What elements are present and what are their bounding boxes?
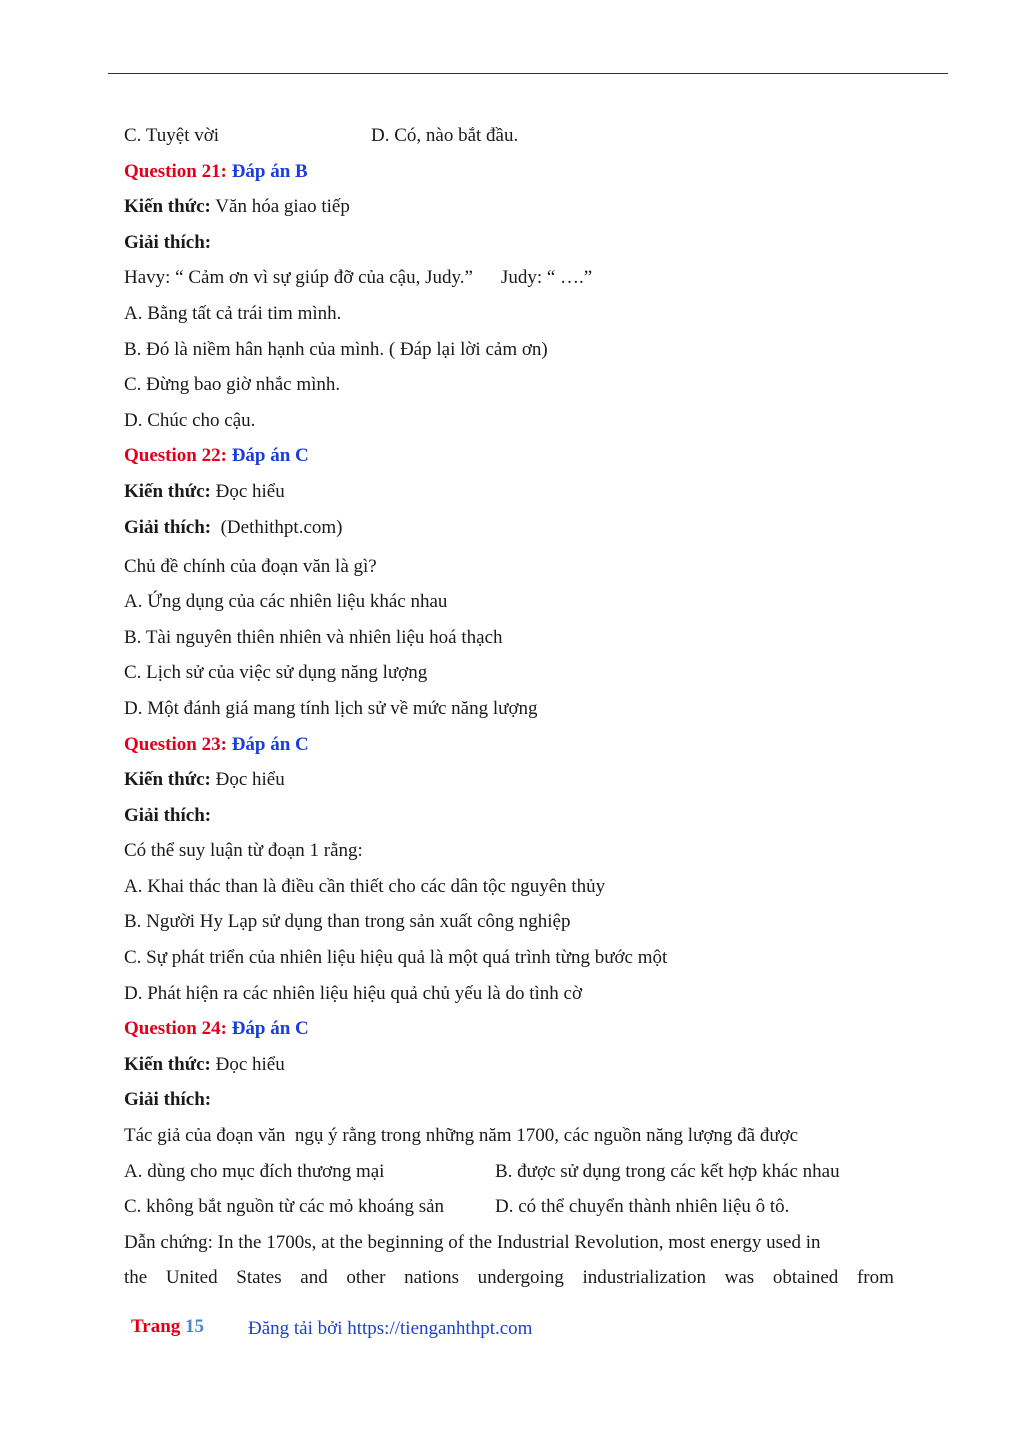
knowledge-line — [124, 474, 894, 510]
option-line: B. Người Hy Lạp sử dụng than trong sản xuất công nghiệp — [124, 911, 571, 933]
option-line: A. Bằng tất cả trái tim mình. — [124, 302, 342, 324]
options-row — [124, 1189, 894, 1225]
option-line: C. Sự phát triển của nhiên liệu hiệu quả là một quá trình từng bước một — [124, 947, 668, 969]
explanation-line — [124, 510, 894, 549]
question-label: Question 23: — [124, 733, 227, 755]
knowledge-value: Văn hóa giao tiếp — [215, 196, 350, 218]
option-c: C. không bắt nguồn từ các mỏ khoáng sản — [124, 1196, 445, 1218]
option-a: A. dùng cho mục đích thương mại — [124, 1160, 385, 1182]
knowledge-line — [124, 762, 894, 798]
question-label: Question 21: — [124, 160, 227, 182]
question-heading — [124, 727, 894, 763]
option-c: C. Tuyệt vời — [124, 125, 220, 146]
evidence-word: other — [346, 1267, 386, 1289]
question-heading — [124, 154, 894, 190]
option-d: D. có thể chuyển thành nhiên liệu ô tô. — [495, 1196, 790, 1218]
page-number: 15 — [185, 1316, 205, 1337]
explanation-label: Giải thích: — [124, 516, 212, 538]
dialog-line — [124, 260, 894, 296]
question-text: Có thể suy luận từ đoạn 1 rằng: — [124, 840, 363, 862]
source-note: (Dethithpt.com) — [220, 516, 343, 538]
knowledge-value: Đọc hiểu — [215, 1053, 285, 1075]
evidence-word: States — [236, 1267, 282, 1289]
explanation-label: Giải thích: — [124, 1089, 212, 1111]
evidence-word: obtained — [772, 1267, 839, 1289]
evidence-word: United — [165, 1267, 218, 1289]
evidence-word: the — [124, 1267, 148, 1289]
question-text: Tác giả của đoạn văn ngụ ý rằng trong những năm 1700, các nguồn năng lượng đã được — [124, 1125, 799, 1147]
knowledge-line — [124, 1047, 894, 1083]
option-line: D. Phát hiện ra các nhiên liệu hiệu quả chủ yếu là do tình cờ — [124, 982, 582, 1004]
dialog-havy: Havy: “ Cảm ơn vì sự giúp đỡ của cậu, Judy.” — [124, 267, 473, 289]
answer-label: Đáp án C — [231, 733, 309, 755]
explanation-label: Giải thích: — [124, 804, 212, 826]
evidence-word: was — [724, 1267, 755, 1289]
evidence-line: Dẫn chứng: In the 1700s, at the beginning of the Industrial Revolution, most energy used in — [124, 1231, 821, 1253]
evidence-line-justified — [124, 1260, 894, 1296]
question-label: Question 24: — [124, 1018, 227, 1040]
explanation-label: Giải thích: — [124, 231, 212, 253]
option-line: D. Chúc cho cậu. — [124, 409, 256, 431]
option-line: B. Đó là niềm hân hạnh của mình. ( Đáp lại lời cảm ơn) — [124, 338, 548, 360]
option-line: C. Đừng bao giờ nhắc mình. — [124, 374, 341, 396]
question-heading — [124, 1011, 894, 1047]
dialog-judy: Judy: “ ….” — [500, 267, 593, 289]
knowledge-value: Đọc hiểu — [215, 769, 285, 791]
knowledge-label: Kiến thức: — [124, 769, 211, 791]
page-label: Trang — [131, 1316, 181, 1337]
answer-label: Đáp án C — [231, 1018, 309, 1040]
option-line: A. Khai thác than là điều cần thiết cho các dân tộc nguyên thủy — [124, 875, 606, 897]
posted-by-link[interactable]: Đăng tải bởi https://tienganhthpt.com — [248, 1318, 533, 1339]
answer-label: Đáp án C — [231, 445, 309, 467]
evidence-word: industrialization — [582, 1267, 706, 1289]
knowledge-value: Đọc hiểu — [215, 480, 285, 502]
evidence-word: from — [856, 1267, 894, 1289]
knowledge-line — [124, 189, 894, 225]
question-label: Question 22: — [124, 445, 227, 467]
question-heading — [124, 438, 894, 474]
evidence-word: undergoing — [477, 1267, 564, 1289]
option-line: A. Ứng dụng của các nhiên liệu khác nhau — [124, 591, 448, 613]
document-body — [124, 118, 894, 1296]
evidence-word: nations — [404, 1267, 459, 1289]
evidence-word: and — [300, 1267, 328, 1289]
knowledge-label: Kiến thức: — [124, 1053, 211, 1075]
option-line: B. Tài nguyên thiên nhiên và nhiên liệu hoá thạch — [124, 626, 503, 648]
option-line: D. Một đánh giá mang tính lịch sử về mức năng lượng — [124, 697, 538, 719]
page-footer — [131, 1316, 533, 1339]
options-row — [124, 1154, 894, 1190]
knowledge-label: Kiến thức: — [124, 480, 211, 502]
option-b: B. được sử dụng trong các kết hợp khác nhau — [495, 1160, 840, 1182]
answer-label: Đáp án B — [231, 160, 308, 182]
option-d: D. Có, nào bắt đầu. — [371, 125, 519, 146]
option-line: C. Lịch sử của việc sử dụng năng lượng — [124, 662, 428, 684]
question-text: Chủ đề chính của đoạn văn là gì? — [124, 555, 377, 577]
options-row — [124, 118, 894, 154]
knowledge-label: Kiến thức: — [124, 196, 211, 218]
header-rule — [108, 73, 948, 74]
